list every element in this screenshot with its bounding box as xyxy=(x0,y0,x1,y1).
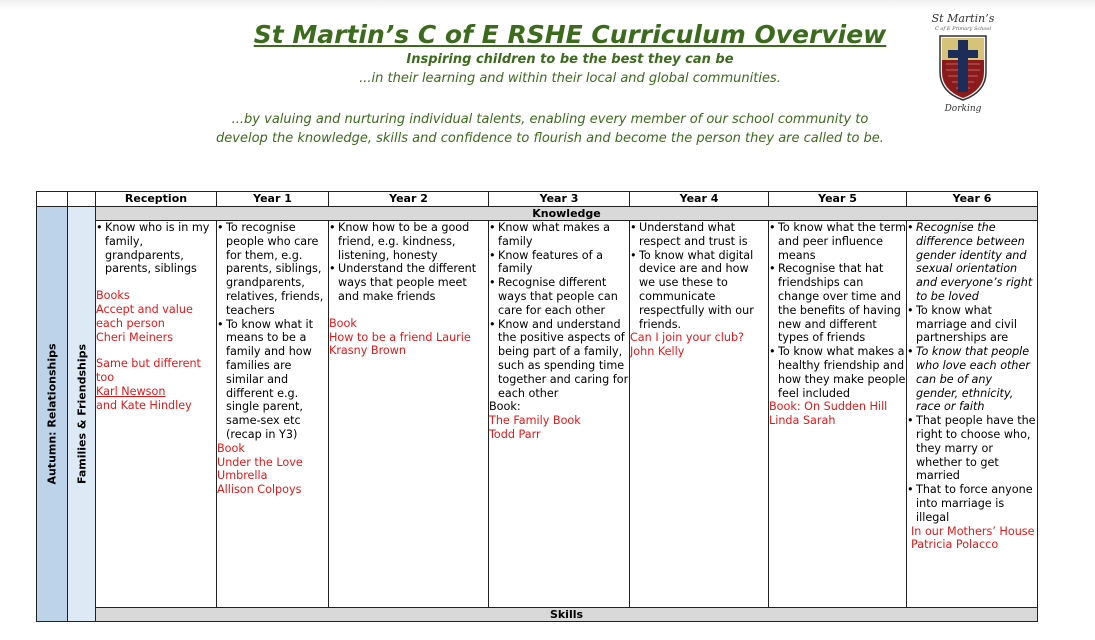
col-header-year4: Year 4 xyxy=(630,192,769,207)
year5-cell xyxy=(769,221,907,608)
shield-icon xyxy=(938,34,988,102)
list-item: • Know features of a family xyxy=(489,249,629,277)
book-author: Allison Colpoys xyxy=(217,483,302,497)
col-header-reception: Reception xyxy=(96,192,217,207)
year4-cell xyxy=(630,221,769,608)
vision-line-1: ...by valuing and nurturing individual talents, enabling every member of our school community to xyxy=(231,112,869,127)
col-header-year1: Year 1 xyxy=(217,192,329,207)
year6-cell xyxy=(907,221,1038,608)
list-item: • Know what makes a family xyxy=(489,221,629,249)
year2-cell xyxy=(329,221,489,608)
book-title: Book: On Sudden Hill xyxy=(769,400,888,414)
col-header-year6: Year 6 xyxy=(907,192,1038,207)
corner-cell-1 xyxy=(37,192,68,207)
book-author: Karl Newson xyxy=(96,384,166,398)
corner-cell-2 xyxy=(68,192,96,207)
year1-cell xyxy=(217,221,329,608)
topic-cell xyxy=(68,207,96,622)
list-item: • That to force anyone into marriage is illegal xyxy=(907,483,1037,524)
logo-small-text: C of E Primary School xyxy=(934,26,992,32)
logo-place: Dorking xyxy=(944,104,982,114)
book-author: Linda Sarah xyxy=(769,414,836,428)
book-author: Cheri Meiners xyxy=(96,330,174,344)
book-author: and Kate Hindley xyxy=(96,398,192,412)
list-item: • Recognise the difference between gender identity and sexual orientation and everyone’s right to be loved xyxy=(907,221,1037,304)
top-bar xyxy=(0,0,1095,10)
book-title: Accept and value each person xyxy=(96,302,193,330)
vision-line-2: develop the knowledge, skills and confidence to flourish and become the person they are called to be. xyxy=(216,131,884,146)
page-title: St Martin’s C of E RSHE Curriculum Overview xyxy=(253,20,887,49)
skills-band: Skills xyxy=(96,608,1038,622)
school-logo xyxy=(918,12,1008,120)
list-item: • To know what it means to be a family and how families are similar and different e.g. single parent, same-sex etc (recap in Y3) xyxy=(217,318,328,442)
year3-cell xyxy=(489,221,630,608)
col-header-year2: Year 2 xyxy=(329,192,489,207)
list-item: • To know what digital device are and how we use these to communicate respectfully with our friends. xyxy=(630,249,768,332)
list-item: • Understand the different ways that people meet and make friends xyxy=(329,262,488,303)
term-label: Autumn: Relationships xyxy=(45,343,59,485)
book-label: Books xyxy=(96,289,130,303)
book-label: Book: xyxy=(489,400,521,414)
list-item: • Understand what respect and trust is xyxy=(630,221,768,249)
curriculum-table xyxy=(36,191,1038,622)
term-cell xyxy=(37,207,68,622)
logo-name: St Martin’s xyxy=(931,12,995,25)
knowledge-band: Knowledge xyxy=(96,207,1038,221)
col-header-year5: Year 5 xyxy=(769,192,907,207)
list-item: • Know and understand the positive aspects of being part of a family, such as spending time together and caring for each other xyxy=(489,318,629,401)
list-item: • To know what marriage and civil partnerships are xyxy=(907,304,1037,345)
list-item: • That people have the right to choose who, they marry or whether to get married xyxy=(907,414,1037,483)
page-subtitle: Inspiring children to be the best they can be xyxy=(406,52,734,67)
topic-label: Families & Friendships xyxy=(75,343,88,485)
vision-statement xyxy=(120,110,980,148)
page-subtitle-2: ...in their learning and within their local and global communities. xyxy=(359,71,781,86)
book-title: The Family Book xyxy=(489,414,581,428)
list-item: • Recognise different ways that people can care for each other xyxy=(489,276,629,317)
book-title: Under the Love Umbrella xyxy=(217,455,303,483)
list-item: • To know what makes a healthy friendship and how they make people feel included xyxy=(769,345,906,400)
list-item: • Know how to be a good friend, e.g. kindness, listening, honesty xyxy=(329,221,488,262)
book-title: Same but different too xyxy=(96,357,201,385)
book-label: Book xyxy=(217,441,245,455)
book-author: Todd Parr xyxy=(489,427,541,441)
list-item: • Know who is in my family, grandparents, parents, siblings xyxy=(96,221,216,276)
col-header-year3: Year 3 xyxy=(489,192,630,207)
book-title: How to be a friend Laurie Krasny Brown xyxy=(329,330,471,358)
list-item: • To know what the term and peer influence means xyxy=(769,221,906,262)
book-label: Book xyxy=(329,316,357,330)
reception-cell xyxy=(96,221,217,608)
book-title: Can I join your club? xyxy=(630,331,744,345)
book-author: Patricia Polacco xyxy=(911,538,999,552)
list-item: • Recognise that hat friendships can change over time and the benefits of having new and different types of friends xyxy=(769,262,906,345)
book-author: John Kelly xyxy=(630,345,685,359)
list-item: • To recognise people who care for them, e.g. parents, siblings, grandparents, relatives, friends, teachers xyxy=(217,221,328,318)
list-item: • To know that people who love each other can be of any gender, ethnicity, race or faith xyxy=(907,345,1037,414)
book-title: In our Mothers’ House xyxy=(911,524,1035,538)
